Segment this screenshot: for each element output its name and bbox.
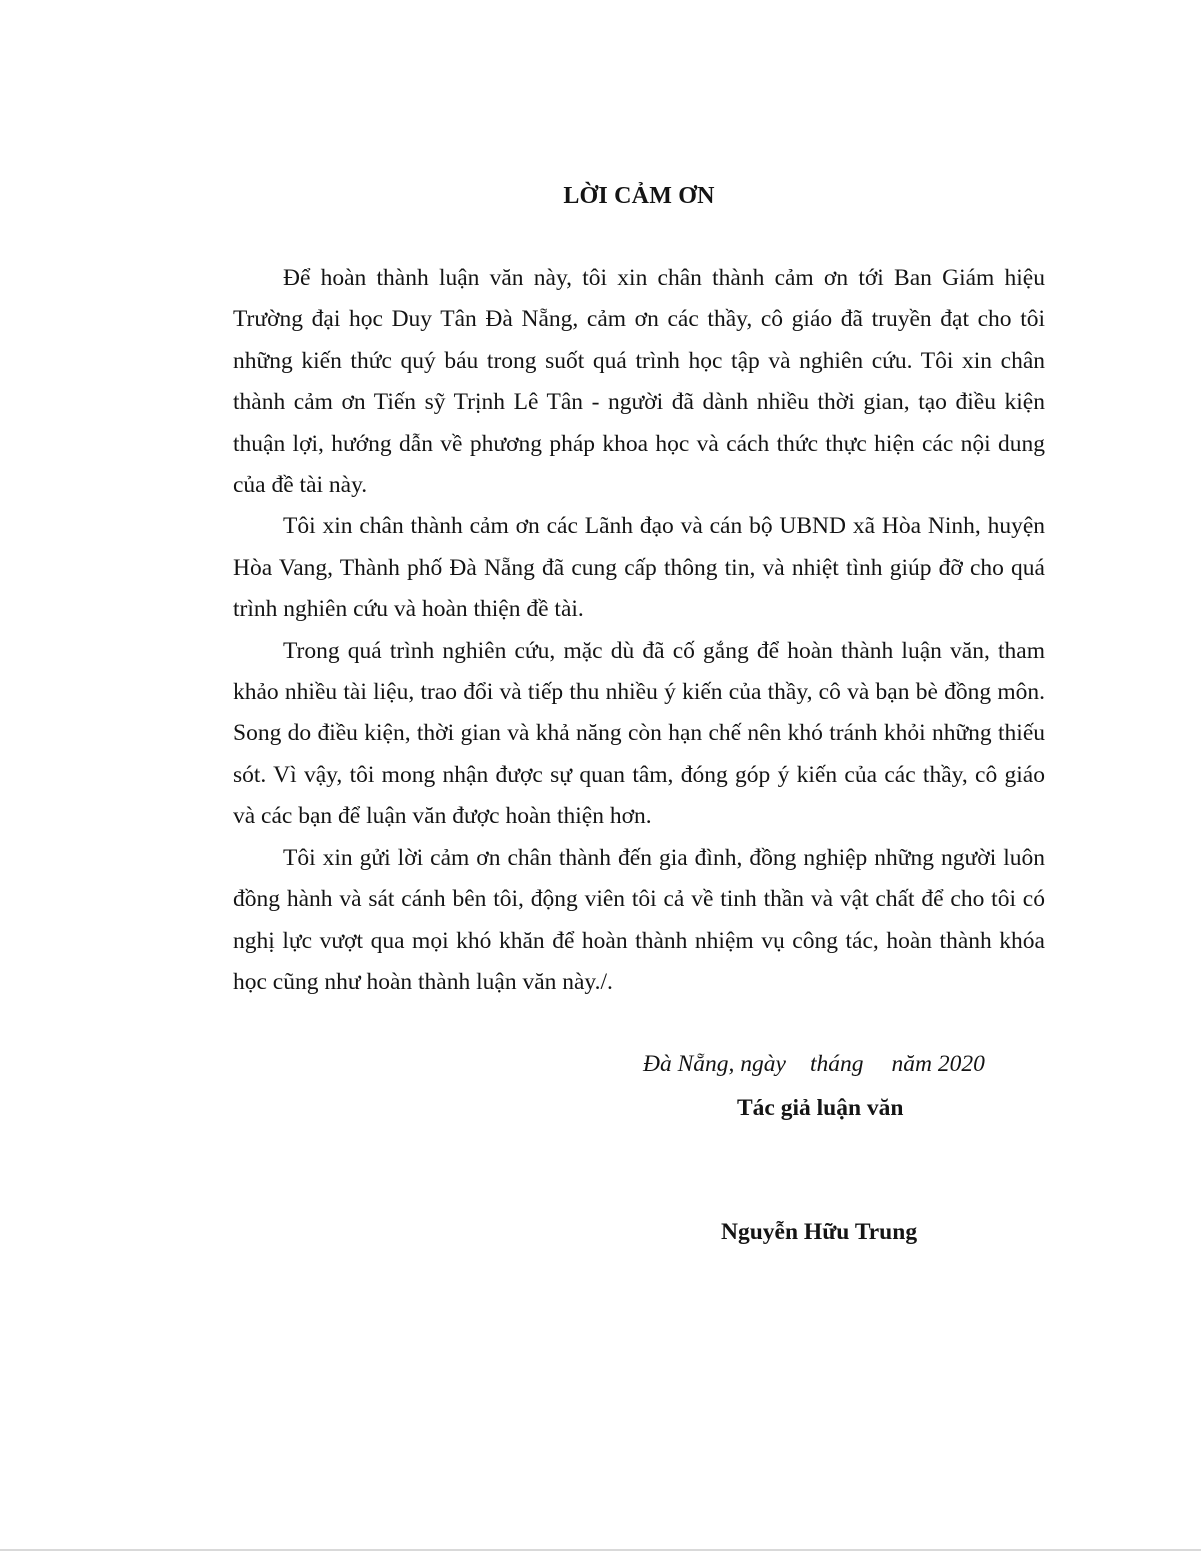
paragraph-2: Tôi xin chân thành cảm ơn các Lãnh đạo và cán bộ UBND xã Hòa Ninh, huyện Hòa Vang, Thành phố Đà Nẵng đã cung cấp thông tin, và nhiệt tình giúp đỡ cho quá trình nghiên cứu và hoàn thiện đề tài. <box>233 513 1045 623</box>
date-line <box>643 1045 985 1083</box>
paragraph-4: Tôi xin gửi lời cảm ơn chân thành đến gia đình, đồng nghiệp những người luôn đồng hành và sát cánh bên tôi, động viên tôi cả về tinh thần và vật chất để cho tôi có nghị lực vượt qua mọi khó khăn để hoàn thành nhiệm vụ công tác, hoàn thành khóa học cũng như hoàn thành luận văn này./. <box>233 844 1045 995</box>
date-month: tháng <box>809 1051 864 1077</box>
acknowledgement-body <box>233 258 1045 1003</box>
author-name: Nguyễn Hữu Trung <box>721 1219 918 1245</box>
paragraph-1: Để hoàn thành luận văn này, tôi xin chân thành cảm ơn tới Ban Giám hiệu Trường đại học Duy Tân Đà Nẵng, cảm ơn các thầy, cô giáo đã truyền đạt cho tôi những kiến thức quý báu trong suốt quá trình học tập và nghiên cứu. Tôi xin chân thành cảm ơn Tiến sỹ Trịnh Lê Tân - người đã dành nhiều thời gian, tạo điều kiện thuận lợi, hướng dẫn về phương pháp khoa học và cách thức thực hiện các nội dung của đề tài này. <box>233 265 1045 499</box>
paragraph-3: Trong quá trình nghiên cứu, mặc dù đã cố gắng để hoàn thành luận văn, tham khảo nhiều tài liệu, trao đổi và tiếp thu nhiều ý kiến của thầy, cô và bạn bè đồng môn. Song do điều kiện, thời gian và khả năng còn hạn chế nên khó tránh khỏi những thiếu sót. Vì vậy, tôi mong nhận được sự quan tâm, đóng góp ý kiến của các thầy, cô giáo và các bạn để luận văn được hoàn thiện hơn. <box>233 637 1045 830</box>
page-title: LỜI CẢM ƠN <box>563 183 715 209</box>
author-role: Tác giả luận văn <box>737 1095 904 1121</box>
date-place-day: Đà Nẵng, ngày <box>643 1051 786 1077</box>
page-bottom-edge <box>0 1549 1201 1551</box>
date-year: năm 2020 <box>891 1051 985 1077</box>
